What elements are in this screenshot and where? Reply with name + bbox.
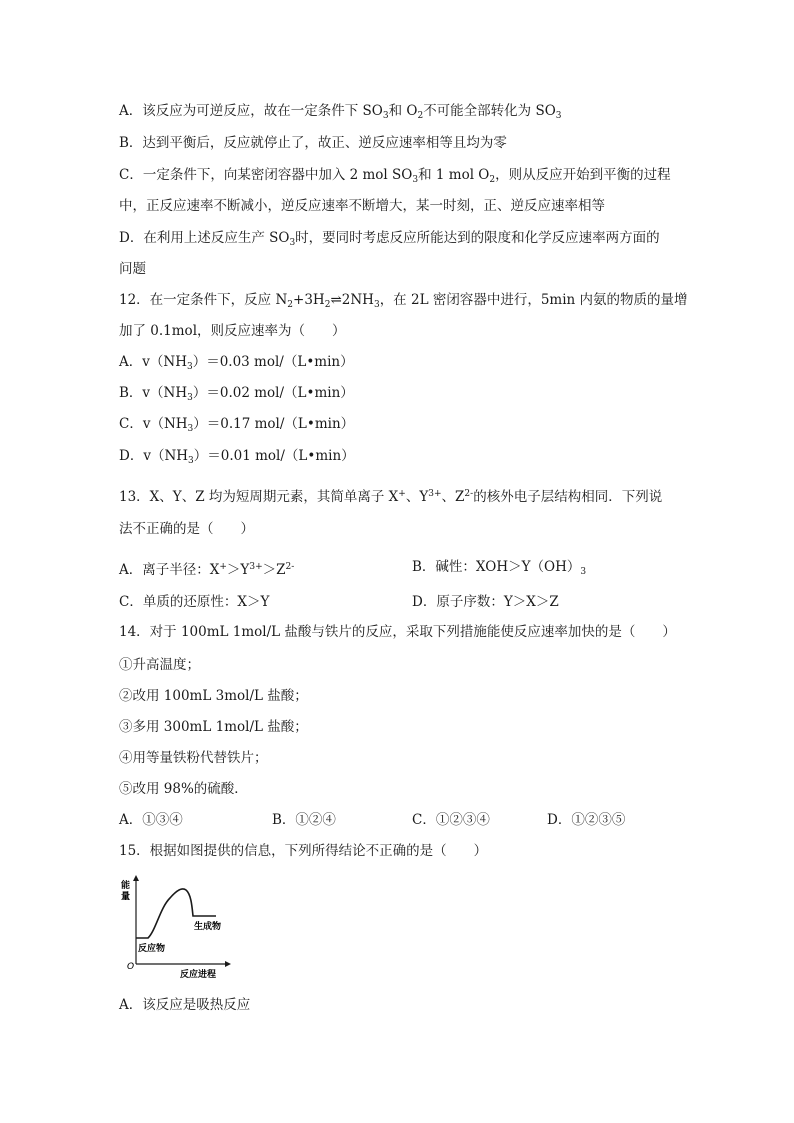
q14-measure-5: ⑤改用 98%的硫酸． [119,781,248,797]
q12-stem-d: ，在 2L 密闭容器中进行，5min 内氨的物质的量增 [379,292,688,308]
q14-measure-3: ③多用 300mL 1mol/L 盐酸； [119,719,308,735]
q11-option-a [119,101,562,126]
q11-option-c-line2: 中，正反应速率不断减小，逆反应速率不断增大，某一时刻，正、逆反应速率相等 [119,198,605,214]
q11-option-d-line2: 问题 [119,261,146,277]
q11-c-text-2: 和 1 mol O [418,167,490,183]
sup-2minus: 2- [285,562,295,572]
q13-option-b [412,557,586,582]
q11-d-text-1: D．在利用上述反应生产 SO [119,230,290,246]
reactant-label: 反应物 [138,944,166,954]
q15-stem: 15．根据如图提供的信息，下列所得结论不正确的是（ ） [119,843,488,859]
sub-2: 2 [324,300,331,310]
y-axis-label-2: 量 [121,892,131,902]
q12-c-prefix: C．v（NH [119,416,188,432]
q11-a-text-2: 和 O [388,103,418,119]
q11-option-d-line1 [119,228,660,253]
sub-3: 3 [373,300,380,310]
q13-a-1: A．离子半径：X [119,562,220,578]
q12-b-prefix: B．v（NH [119,385,188,401]
sup-plus: + [398,489,406,499]
q13-option-d: D．原子序数：Y＞X＞Z [412,594,559,610]
sub-2: 2 [489,175,496,185]
sub-3: 3 [188,456,194,466]
sup-3plus: 3+ [249,562,263,572]
q12-stem-line1 [119,290,688,315]
x-axis-label: 反应进程 [180,970,217,980]
q12-c-value: ）＝0.17 mol/（L•min） [193,416,355,432]
q12-stem-c: ⇌2NH [330,292,374,308]
sup-3plus: 3+ [428,489,442,499]
q12-d-value: ）＝0.01 mol/（L•min） [193,448,355,464]
y-axis-label-1: 能 [121,881,131,891]
q11-c-text-3: ，则从反应开始到平衡的过程 [495,167,671,183]
q14-measure-4: ④用等量铁粉代替铁片； [119,750,268,766]
q14-stem: 14．对于 100mL 1mol/L 盐酸与铁片的反应，采取下列措施能使反应速率加快的是（ ） [119,624,676,640]
sub-2: 2 [287,300,294,310]
sub-3: 3 [412,175,419,185]
q14-option-b: B．①②④ [272,812,336,828]
sub-3: 3 [580,567,587,577]
q12-a-prefix: A．v（NH [119,354,187,370]
sub-3: 3 [187,424,194,434]
q11-d-text-2: 时，要同时考虑反应所能达到的限度和化学反应速率两方面的 [295,230,660,246]
sup-2minus: 2- [464,489,474,499]
sub-2: 2 [417,111,424,121]
q11-a-text-3: 不可能全部转化为 SO [423,103,556,119]
q13-option-c: C．单质的还原性：X＞Y [119,594,270,610]
product-label: 生成物 [194,922,222,932]
q13-option-a [119,557,294,580]
q14-option-a: A．①③④ [119,812,183,828]
sub-3: 3 [187,393,193,403]
q13-stem-line1 [119,484,662,507]
q13-stem-line2: 法不正确的是（ ） [119,521,254,537]
q13-a-2: ＞Y [226,562,250,578]
sub-3: 3 [555,111,562,121]
q11-a-text-1: A．该反应为可逆反应，故在一定条件下 SO [119,103,383,119]
q12-stem-line2: 加了 0.1mol，则反应速率为（ ） [119,323,346,339]
sub-3: 3 [289,238,296,248]
q12-option-c [119,414,354,439]
energy-diagram [116,872,236,984]
q14-option-c: C．①②③④ [412,812,490,828]
q12-b-value: ）＝0.02 mol/（L•min） [192,385,354,401]
q13-sep-1: 、Y [405,489,429,505]
q12-option-a [119,352,354,377]
origin-label: O [127,962,135,972]
q11-option-c-line1 [119,165,671,190]
q13-b-1: B．碱性：XOH＞Y（OH） [412,559,581,575]
sup-plus: + [219,562,227,572]
q14-measure-1: ①升高温度； [119,657,200,673]
q12-a-value: ）＝0.03 mol/（L•min） [192,354,354,370]
q14-option-d: D．①②③⑤ [547,812,626,828]
q12-option-b [119,383,354,408]
q11-c-text-1: C．一定条件下，向某密闭容器中加入 2 mol SO [119,167,413,183]
q12-stem-a: 12．在一定条件下，反应 N [119,292,288,308]
q12-stem-b: +3H [293,292,325,308]
q11-option-b: B．达到平衡后，反应就停止了，故正、逆反应速率相等且均为零 [119,135,507,151]
q12-option-d [119,446,355,471]
q13-a-3: ＞Z [262,562,286,578]
q13-sep-2: 、Z [441,489,465,505]
q15-option-a: A．该反应是吸热反应 [119,997,251,1013]
q12-d-prefix: D．v（NH [119,448,189,464]
q13-stem-b: 的核外电子层结构相同．下列说 [473,489,663,505]
sub-3: 3 [186,362,193,372]
q14-measure-2: ②改用 100mL 3mol/L 盐酸； [119,688,308,704]
sub-3: 3 [382,111,389,121]
q13-stem-a: 13．X、Y、Z 均为短周期元素，其简单离子 X [119,489,399,505]
